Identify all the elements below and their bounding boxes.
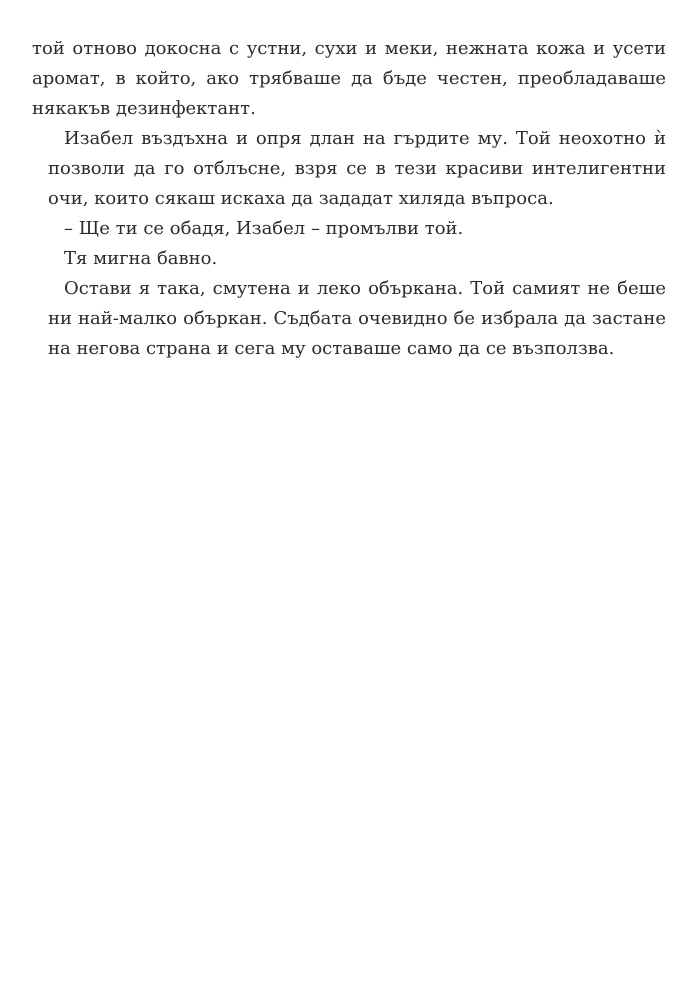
text-line: ни най-малко объркан. Съдбата очевидно бе избрала да застане	[48, 308, 666, 329]
text-line: Тя мигна бавно.	[64, 248, 218, 269]
text-line: той отново докосна с устни, сухи и меки, нежната кожа и усети	[32, 38, 666, 59]
paragraph-1	[32, 34, 666, 124]
text-line: някакъв дезинфектант.	[32, 98, 256, 119]
paragraph-4	[32, 244, 666, 274]
paragraph-5	[32, 274, 666, 364]
text-line: позволи да го отблъсне, взря се в тези красиви интелигентни	[48, 158, 666, 179]
text-line: очи, които сякаш искаха да зададат хиляда въпроса.	[48, 188, 554, 209]
text-line: аромат, в който, ако трябваше да бъде честен, преобладаваше	[32, 68, 666, 89]
text-line: на негова страна и сега му оставаше само да се възползва.	[48, 338, 615, 359]
text-line: Остави я така, смутена и леко объркана. Той самият не беше	[64, 278, 666, 299]
paragraph-3	[32, 214, 666, 244]
text-line: Изабел въздъхна и опря длан на гърдите му. Той неохотно ѝ	[64, 128, 666, 149]
paragraph-2	[32, 124, 666, 214]
text-line: – Ще ти се обадя, Изабел – промълви той.	[64, 218, 464, 239]
page-text	[32, 34, 666, 364]
